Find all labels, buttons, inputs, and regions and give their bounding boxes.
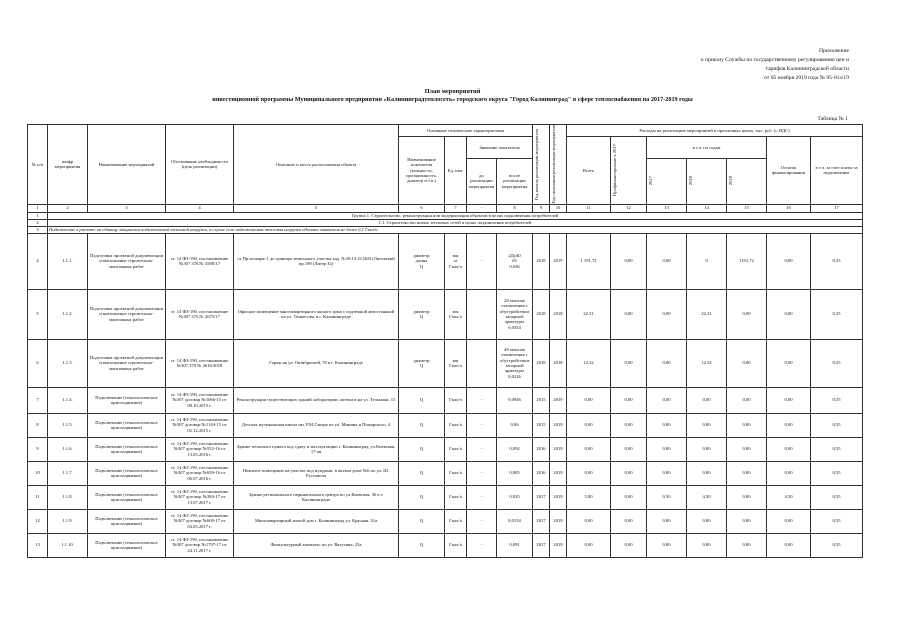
cell-name: Подключение (технологическое присоединение) — [88, 509, 166, 533]
cell-year-start: 2015 — [533, 387, 550, 413]
header-costs: Расходы на реализацию мероприятий в прогнозных ценах, тыс. руб. (с НДС) — [567, 125, 863, 137]
cell-before — [467, 339, 497, 387]
cell-financed: 0,00 — [611, 509, 647, 533]
cell-2018: 4,50 — [687, 485, 727, 509]
cell-name: Подключение (технологическое присоединение) — [88, 413, 166, 437]
cell-unit: мм Гкал/ч — [445, 289, 467, 339]
cell-name: Подготовка проектной документации и выполнение строительно-монтажных работ — [88, 289, 166, 339]
cell-total: 12,32 — [567, 339, 611, 387]
header-total: Всего — [567, 137, 611, 205]
cell-justification: ст. 14 ФЗ-190, постановление №307 договор №384-17 от 13.07.2017 г. — [166, 485, 234, 509]
column-number: 12 — [611, 204, 647, 212]
cell-before: - — [467, 387, 497, 413]
cell-justification: ст. 14 ФЗ-190, постановление №307 договор №659-16 от 06.07.2016 г. — [166, 461, 234, 485]
cell-code: 1.1.5. — [48, 413, 88, 437]
cell-name: Подготовка проектной документации и выполнение строительно-монтажных работ — [88, 339, 166, 387]
cell-unit: мм м Гкал/ч — [445, 233, 467, 289]
cell-year-start: 2017 — [533, 509, 550, 533]
cell-justification: ст. 14 ФЗ-190, постановление №307 375.№ 2675/17 — [166, 289, 234, 339]
header-incl-fee: в т.ч. за счет платы за подключение — [811, 137, 863, 205]
cell-2017: 0,00 — [647, 533, 687, 557]
cell-param: диаметр Q — [399, 289, 445, 339]
cell-incl-fee: 0,55 — [811, 461, 863, 485]
cell-num: 8 — [28, 413, 48, 437]
cell-2017: 0,00 — [647, 437, 687, 461]
header-description: Описание и место расположения объекта — [234, 125, 399, 205]
cell-2018: 12,32 — [687, 339, 727, 387]
cell-2019: 1191,72 — [727, 233, 767, 289]
header-2018: 2018 — [688, 176, 693, 186]
cell-num: 5 — [28, 289, 48, 339]
cell-incl-fee: 0,55 — [811, 509, 863, 533]
cell-justification: ст. 14 ФЗ-190, постановление №307 договор №1066-15 от 08.10.2015 г. — [166, 387, 234, 413]
table-row — [28, 339, 863, 387]
cell-before: - — [467, 233, 497, 289]
cell-2019: 0,00 — [727, 533, 767, 557]
section-title: 1.1. Строительство новых тепловых сетей в целях подключения потребителей — [48, 219, 863, 226]
cell-year-start: 2018 — [533, 233, 550, 289]
cell-incl-fee: 0,55 — [811, 233, 863, 289]
cell-description: от Пр.зоопарк-1 до границы земельного участка кад. №39:15:211403 (Лиговский пр 189 (Литер Б)) — [234, 233, 399, 289]
cell-year-start: 2017 — [533, 533, 550, 557]
header-2019: 2019 — [728, 176, 733, 186]
cell-2017: 0,00 — [647, 413, 687, 437]
column-number: 9 — [533, 204, 550, 212]
header-unit: Ед. изм. — [445, 137, 467, 205]
cell-year-start: 2018 — [533, 289, 550, 339]
cell-remaining: 0,00 — [767, 509, 811, 533]
cell-after: 0,035 — [497, 485, 533, 509]
cell-year-end: 2019 — [550, 387, 567, 413]
cell-before: - — [467, 509, 497, 533]
cell-2017: 0,00 — [647, 387, 687, 413]
cell-total: 0,00 — [567, 461, 611, 485]
cell-justification: ст. 14 ФЗ-190, постановление №307 договор №1797-17 от 24.11.2017 г. — [166, 533, 234, 557]
cell-year-end: 2019 — [550, 413, 567, 437]
cell-year-end: 2019 — [550, 233, 567, 289]
cell-remaining: 0,00 — [767, 461, 811, 485]
column-number: 14 — [687, 204, 727, 212]
cell-description: Физкультурный комплекс по ул. Ватутина, 23а — [234, 533, 399, 557]
cell-year-start: 2017 — [533, 485, 550, 509]
column-number: 4 — [166, 204, 234, 212]
cell-2019: 0,00 — [727, 289, 767, 339]
cell-description: Реконструкция существующих зданий лаборатории, аптеки и на ул. Тельмана, 15 — [234, 387, 399, 413]
appendix-line: от 05 ноября 2019 года № 95-01э/19 — [764, 75, 849, 81]
cell-after: 0,06 — [497, 413, 533, 437]
cell-before: - — [467, 437, 497, 461]
cell-year-end: 2019 — [550, 533, 567, 557]
appendix-line: к приказу Службы по государственному регулированию цен и — [700, 57, 849, 63]
header-year-end: Год окончания реализации мероприятия — [551, 125, 556, 204]
cell-remaining: 0,00 — [767, 437, 811, 461]
plan-table — [27, 124, 863, 558]
cell-incl-fee: 0,55 — [811, 289, 863, 339]
cell-num: 13 — [28, 533, 48, 557]
cell-remaining: 0,00 — [767, 387, 811, 413]
header-param-name: Наименование показателя (мощность, протяженность, диаметр и т.п.) — [399, 137, 445, 205]
cell-before: - — [467, 413, 497, 437]
cell-total: 0,00 — [567, 509, 611, 533]
cell-num: 4 — [28, 233, 48, 289]
column-number: 3 — [88, 204, 166, 212]
cell-2018: 0,00 — [687, 509, 727, 533]
cell-2019: 0,00 — [727, 413, 767, 437]
cell-year-start: 2015 — [533, 413, 550, 437]
cell-year-end: 2018 — [550, 289, 567, 339]
cell-before: - — [467, 533, 497, 557]
cell-remaining: 4,50 — [767, 485, 811, 509]
cell-incl-fee: 0,55 — [811, 533, 863, 557]
cell-2017: 0,50 — [647, 485, 687, 509]
section-num: 1 — [28, 212, 48, 219]
cell-2018: 0,00 — [687, 461, 727, 485]
cell-justification: ст. 14 ФЗ-190, постановление №307 договор №1144-15 от 02.12.2015 г. — [166, 413, 234, 437]
cell-before — [467, 289, 497, 339]
header-by-years: в т.ч. по годам — [647, 137, 767, 159]
header-2017: 2017 — [648, 176, 653, 186]
cell-num: 6 — [28, 339, 48, 387]
cell-num: 9 — [28, 437, 48, 461]
cell-2019: 0,00 — [727, 509, 767, 533]
document-subtitle: инвестиционной программы Муниципального предприятия «Калининградтеплосеть» городского округа "Город Калининград" в сфере теплоснабжения на 2017-2019 годы — [212, 96, 693, 103]
cell-total: 0,00 — [567, 533, 611, 557]
cell-justification: ст. 14 ФЗ-190, постановление №307 370.№ 2616/2018 — [166, 339, 234, 387]
cell-2017: 0,00 — [647, 233, 687, 289]
header-justification: Обоснование необходимости (цель реализации) — [166, 125, 234, 205]
cell-num: 12 — [28, 509, 48, 533]
cell-remaining: 0,00 — [767, 289, 811, 339]
cell-param: Q — [399, 485, 445, 509]
cell-financed: 0,00 — [611, 387, 647, 413]
table-row — [28, 387, 863, 413]
cell-num: 10 — [28, 461, 48, 485]
cell-year-start: 2016 — [533, 461, 550, 485]
cell-unit: Гкал/ч — [445, 509, 467, 533]
cell-code: 1.1.8. — [48, 485, 88, 509]
column-number: 15 — [727, 204, 767, 212]
cell-incl-fee: 0,55 — [811, 485, 863, 509]
cell-2018: 0,00 — [687, 413, 727, 437]
column-number: 5 — [234, 204, 399, 212]
cell-unit: Гкал/ч — [445, 485, 467, 509]
cell-description: Многоквартирный жилой дом г. Калининград ул. Красная, 31а — [234, 509, 399, 533]
cell-remaining: 0,00 — [767, 413, 811, 437]
cell-description: Нежилое помещение на участке под нуждами, в жилом доме №6 по ул. Ш. Руставели — [234, 461, 399, 485]
section-num: 2 — [28, 219, 48, 226]
header-year-start: Год начала реализации мероприятия — [534, 128, 539, 200]
column-number: 7 — [445, 204, 467, 212]
cell-total: 0,00 — [567, 413, 611, 437]
cell-2019: 0,00 — [727, 485, 767, 509]
cell-financed: 0,00 — [611, 339, 647, 387]
cell-name: Подготовка проектной документации и выполнение строительно-монтажных работ — [88, 233, 166, 289]
cell-after: 40 монтаж отключения с обустройством запорной арматуры 0,0226 — [497, 339, 533, 387]
cell-num: 11 — [28, 485, 48, 509]
cell-2018: 0,00 — [687, 437, 727, 461]
cell-financed: 0,00 — [611, 461, 647, 485]
cell-after: 0,0946 — [497, 387, 533, 413]
cell-param: Q — [399, 509, 445, 533]
table-row — [28, 437, 863, 461]
cell-financed: 0,00 — [611, 437, 647, 461]
column-number: 13 — [647, 204, 687, 212]
column-number: 17 — [811, 204, 863, 212]
appendix-line: тарифов Калининградской области — [765, 66, 849, 72]
cell-2017: 0,00 — [647, 509, 687, 533]
cell-total: 1 191,72 — [567, 233, 611, 289]
cell-after: 2Ду40 65 0,036 — [497, 233, 533, 289]
cell-param: Q — [399, 413, 445, 437]
cell-description: Гараж на ул. Октябрьской, 70 в г. Калининграде — [234, 339, 399, 387]
section-title: Группа 1. Строительство, реконструкция или модернизация объектов в целях подключения потребителей — [48, 212, 863, 219]
header-before: до реализации мероприятия — [467, 158, 497, 204]
cell-year-end: 2018 — [550, 339, 567, 387]
cell-financed: 0,00 — [611, 233, 647, 289]
cell-total: 0,00 — [567, 437, 611, 461]
cell-after: 0,091 — [497, 533, 533, 557]
cell-remaining: 0,00 — [767, 533, 811, 557]
cell-unit: Гкал/ч — [445, 437, 467, 461]
cell-name: Подключение (технологическое присоединение) — [88, 485, 166, 509]
cell-param: Q — [399, 533, 445, 557]
cell-description: Детская музыкальная школа им. Р.М.Глиэра по ул. Минина и Пожарского, 4 — [234, 413, 399, 437]
appendix-line: Приложение — [818, 48, 849, 54]
cell-2017: 0,00 — [647, 289, 687, 339]
column-number: 16 — [767, 204, 811, 212]
table-row — [28, 233, 863, 289]
cell-incl-fee: 0,55 — [811, 339, 863, 387]
header-remaining: Остаток финансирования — [767, 137, 811, 205]
cell-year-start: 2016 — [533, 437, 550, 461]
header-num: № п/п — [28, 125, 48, 205]
column-number: 1 — [28, 204, 48, 212]
cell-code: 1.1.4. — [48, 387, 88, 413]
cell-financed: 0,00 — [611, 289, 647, 339]
cell-year-start: 2018 — [533, 339, 550, 387]
cell-2018: 22,31 — [687, 289, 727, 339]
cell-incl-fee: 0,55 — [811, 413, 863, 437]
cell-2019: 0,00 — [727, 437, 767, 461]
cell-before: - — [467, 461, 497, 485]
appendix-block — [609, 47, 849, 83]
cell-remaining: 0,00 — [767, 339, 811, 387]
table-row — [28, 413, 863, 437]
cell-code: 1.1.2. — [48, 289, 88, 339]
cell-incl-fee: 0,55 — [811, 437, 863, 461]
cell-param: Q — [399, 461, 445, 485]
cell-year-end: 2019 — [550, 485, 567, 509]
cell-2019: 0,00 — [727, 387, 767, 413]
section-num: 3 — [28, 226, 48, 233]
cell-year-end: 2019 — [550, 509, 567, 533]
cell-name: Подключение (технологическое присоединение) — [88, 387, 166, 413]
cell-code: 1.1.6. — [48, 437, 88, 461]
table-row — [28, 533, 863, 557]
cell-after: 20 монтаж отключения с обустройством запорной арматуры 0,0354 — [497, 289, 533, 339]
cell-2019: 0,00 — [727, 339, 767, 387]
header-code: шифр мероприятия — [48, 125, 88, 205]
table-row — [28, 485, 863, 509]
cell-param: Q — [399, 437, 445, 461]
table-number: Таблица № 1 — [817, 116, 848, 122]
cell-name: Подключение (технологическое присоединение) — [88, 533, 166, 557]
cell-2019: 0,00 — [727, 461, 767, 485]
cell-total: 5,00 — [567, 485, 611, 509]
cell-code: 1.1.3. — [48, 339, 88, 387]
cell-justification: ст. 14 ФЗ-190, постановление №307 370.№ 3580/17 — [166, 233, 234, 289]
cell-justification: ст. 14 ФЗ-190, постановление №307 договор №552-16 от 13.05.2016 г. — [166, 437, 234, 461]
cell-2018: 0 — [687, 233, 727, 289]
cell-total: 22,31 — [567, 289, 611, 339]
header-after: после реализации мероприятия — [497, 158, 533, 204]
document-title: План мероприятий — [424, 88, 481, 95]
header-financed: Профинансировано к 2017 — [612, 144, 617, 197]
table-row — [28, 289, 863, 339]
column-number: 11 — [567, 204, 611, 212]
table-row — [28, 461, 863, 485]
cell-description: Офисное помещение многоквартирного жилого дома с подземной автостоянкой на ул. Темкесова, в г. Калининграде — [234, 289, 399, 339]
cell-unit: Гкал/ч — [445, 413, 467, 437]
section-title: Подключение в расчете на единицу мощности подключаемой тепловой нагрузки, в случае если подключаемая тепловая нагрузка объекта заявителя не более 0,1 Гкал/ч — [48, 226, 863, 233]
cell-after: 0,005 — [497, 461, 533, 485]
cell-after: 0,092 — [497, 437, 533, 461]
cell-year-end: 2019 — [550, 461, 567, 485]
cell-name: Подключение (технологическое присоединение) — [88, 437, 166, 461]
cell-code: 1.1.10. — [48, 533, 88, 557]
cell-2017: 0,00 — [647, 461, 687, 485]
cell-param: Q — [399, 387, 445, 413]
column-number: 8 — [497, 204, 533, 212]
cell-incl-fee: 0,55 — [811, 387, 863, 413]
header-values: Значение показателя — [467, 137, 533, 159]
cell-code: 1.1.1. — [48, 233, 88, 289]
cell-param: диаметр длина Q — [399, 233, 445, 289]
cell-2018: 0,00 — [687, 387, 727, 413]
cell-unit: Гкал/ч — [445, 461, 467, 485]
cell-financed: 0,00 — [611, 485, 647, 509]
cell-justification: ст. 14 ФЗ-190, постановление №307 договор №600-17 от 04.05.2017 г. — [166, 509, 234, 533]
column-number: 2 — [48, 204, 88, 212]
column-number: 6 — [399, 204, 445, 212]
cell-param: диаметр Q — [399, 339, 445, 387]
cell-code: 1.1.9. — [48, 509, 88, 533]
column-number: - — [467, 204, 497, 212]
header-tech: Основные технические характеристики — [399, 125, 533, 137]
cell-num: 7 — [28, 387, 48, 413]
cell-unit: мм Гкал/ч — [445, 339, 467, 387]
cell-unit: Гкал/ч — [445, 387, 467, 413]
cell-description: Здание регионального перинатального центра по ул.Киевская, 36 в г. Калининграде — [234, 485, 399, 509]
cell-before: - — [467, 485, 497, 509]
cell-year-end: 2019 — [550, 437, 567, 461]
cell-unit: Гкал/ч — [445, 533, 467, 557]
cell-2018: 0,00 — [687, 533, 727, 557]
header-name: Наименование мероприятий — [88, 125, 166, 205]
column-number: 10 — [550, 204, 567, 212]
table-row — [28, 509, 863, 533]
cell-code: 1.1.7. — [48, 461, 88, 485]
cell-total: 0,00 — [567, 387, 611, 413]
cell-after: 0,0154 — [497, 509, 533, 533]
cell-name: Подключение (технологическое присоединение) — [88, 461, 166, 485]
cell-description: Здание теплового пункта под сдачу в эксплуатацию г. Калининград, ул.Киевская, 17-ая — [234, 437, 399, 461]
cell-remaining: 0,00 — [767, 233, 811, 289]
cell-financed: 0,00 — [611, 533, 647, 557]
cell-financed: 0,00 — [611, 413, 647, 437]
cell-2017: 0,00 — [647, 339, 687, 387]
